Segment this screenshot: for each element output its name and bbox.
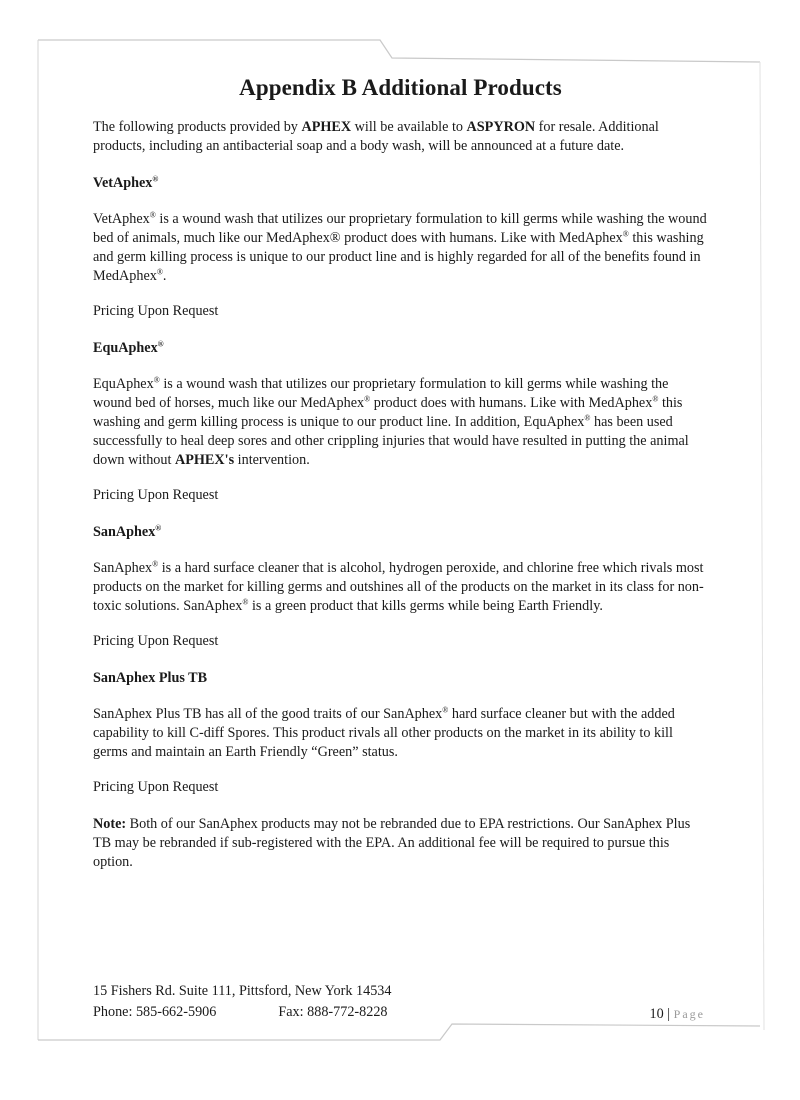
product-heading: VetAphex®	[93, 174, 159, 191]
footer-fax: Fax: 888-772-8228	[278, 1004, 388, 1020]
pricing-text: Pricing Upon Request	[93, 303, 219, 319]
product-description: EquAphex® is a wound wash that utilizes our proprietary formulation to kill germs while washing the wound bed of horses, much like our MedAphex® product does with humans. Like with MedAphex® this washing and germ killing process is unique to our product line. In addition, EquAphex® has been used successfully to heal deep sores and other crippling injuries that would have resulted in putting the animal down without APHEX's intervention.	[93, 375, 689, 468]
pricing-text: Pricing Upon Request	[93, 779, 219, 795]
intro-paragraph: The following products provided by APHEX will be available to ASPYRON for resale. Additional products, including an antibacterial soap and a body wash, will be announced at a future date.	[93, 119, 659, 154]
product-section-equaphex	[93, 339, 708, 505]
page-footer	[93, 981, 705, 1023]
page-title: Appendix B Additional Products	[239, 75, 562, 100]
note-paragraph: Note: Both of our SanAphex products may not be rebranded due to EPA restrictions. Our SanAphex Plus TB may be rebranded if sub-registered with the EPA. An additional fee will be required to pursue this option.	[93, 816, 691, 870]
pricing-text: Pricing Upon Request	[93, 487, 219, 503]
product-heading: EquAphex®	[93, 339, 164, 356]
footer-address: 15 Fishers Rd. Suite 111, Pittsford, New York 14534	[93, 983, 392, 999]
product-description: SanAphex® is a hard surface cleaner that is alcohol, hydrogen peroxide, and chlorine free which rivals most products on the market for killing germs and outshines all of the products on the market in its class for non-toxic solutions. SanAphex® is a green product that kills germs while being Earth Friendly.	[93, 559, 704, 614]
footer-contact	[93, 1002, 705, 1023]
product-description: SanAphex Plus TB has all of the good traits of our SanAphex® hard surface cleaner but with the added capability to kill C-diff Spores. This product rivals all other products on the market in its ability to kill germs and maintain an Earth Friendly “Green” status.	[93, 705, 675, 760]
product-section-sanaphex-plus-tb	[93, 669, 708, 797]
page-number: 10 | Page	[649, 1006, 705, 1022]
product-description: VetAphex® is a wound wash that utilizes our proprietary formulation to kill germs while washing the wound bed of animals, much like our MedAphex® product does with humans. Like with MedAphex® this washing and germ killing process is unique to our product line and is highly regarded for all of the benefits found in MedAphex®.	[93, 210, 707, 284]
product-section-vetaphex	[93, 174, 708, 321]
product-section-sanaphex	[93, 523, 708, 651]
pricing-text: Pricing Upon Request	[93, 633, 219, 649]
page-content	[93, 70, 708, 872]
product-heading: SanAphex®	[93, 523, 162, 540]
product-heading: SanAphex Plus TB	[93, 670, 208, 686]
footer-phone: Phone: 585-662-5906	[93, 1004, 217, 1020]
